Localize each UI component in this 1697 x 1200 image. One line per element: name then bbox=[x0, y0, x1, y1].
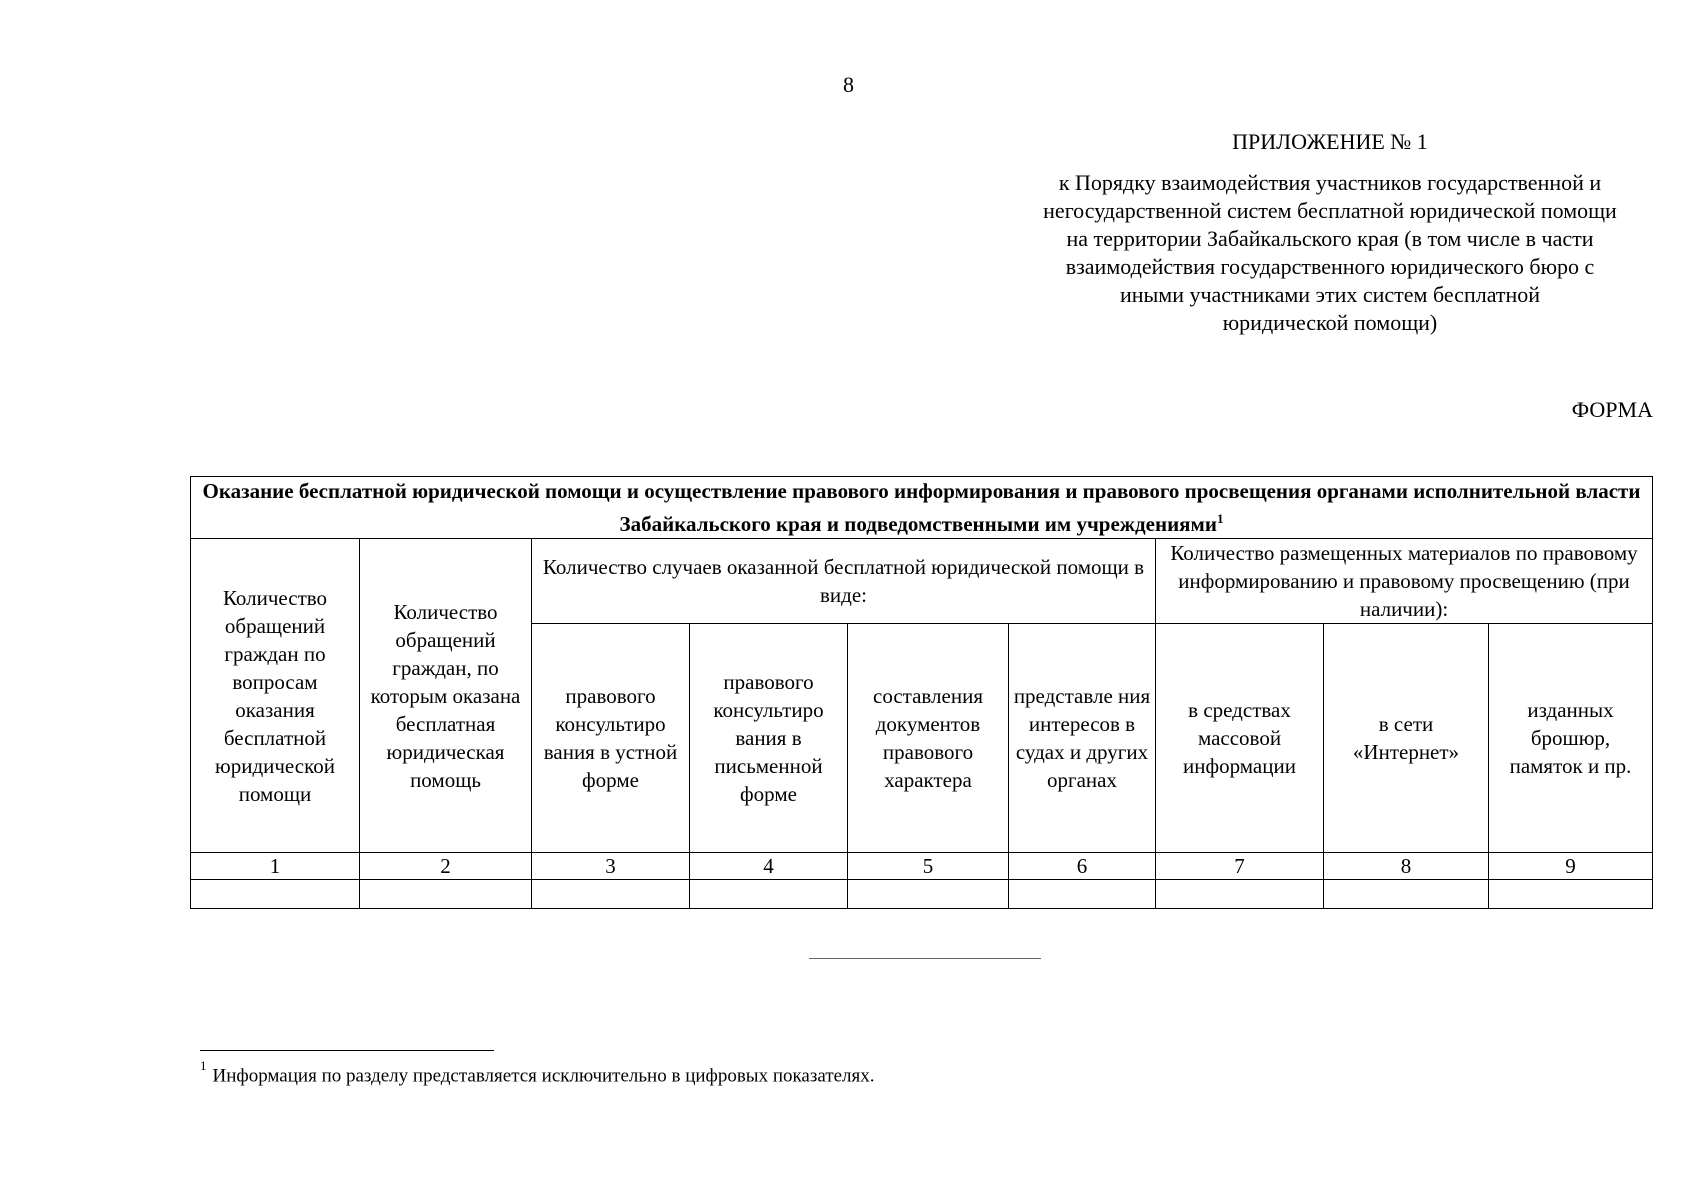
form-label: ФОРМА bbox=[1571, 397, 1653, 422]
column-number: 5 bbox=[848, 853, 1009, 880]
column-header-mass-media: в средствах массовой информации bbox=[1156, 624, 1324, 853]
group-header-assistance-cases: Количество случаев оказанной бесплатной юридической помощи в виде: bbox=[532, 539, 1156, 624]
appendix-subtitle bbox=[995, 169, 1665, 337]
footnote-separator bbox=[200, 1050, 494, 1051]
empty-cell bbox=[1324, 880, 1489, 909]
column-header-assisted-appeals: Количество обращений граждан, по которым оказана бесплатная юридическая помощь bbox=[360, 539, 532, 853]
appendix-subtitle-line: иными участниками этих систем бесплатной bbox=[1119, 282, 1541, 307]
column-number: 7 bbox=[1156, 853, 1324, 880]
appendix-subtitle-line: взаимодействия государственного юридического бюро с bbox=[1065, 254, 1595, 279]
column-number: 8 bbox=[1324, 853, 1489, 880]
appendix-subtitle-line: к Порядку взаимодействия участников государственной и bbox=[1058, 170, 1602, 195]
table-header bbox=[191, 477, 1653, 539]
end-divider-line bbox=[809, 958, 1041, 959]
empty-cell bbox=[1156, 880, 1324, 909]
column-header-legal-documents: составления документов правового характера bbox=[848, 624, 1009, 853]
column-number: 6 bbox=[1009, 853, 1156, 880]
column-number: 4 bbox=[690, 853, 848, 880]
page-number: 8 bbox=[843, 72, 854, 97]
footnote-text: Информация по разделу представляется исключительно в цифровых показателях. bbox=[212, 1065, 875, 1087]
column-header-brochures: изданных брошюр, памяток и пр. bbox=[1489, 624, 1653, 853]
column-number: 3 bbox=[532, 853, 690, 880]
group-header-published-materials: Количество размещенных материалов по правовому информированию и правовому просвещению (при наличии): bbox=[1156, 539, 1653, 624]
column-header-oral-consultation: правового консультиро вания в устной форме bbox=[532, 624, 690, 853]
appendix-title: ПРИЛОЖЕНИЕ № 1 bbox=[1232, 129, 1428, 154]
empty-cell bbox=[1009, 880, 1156, 909]
table-header-text: Оказание бесплатной юридической помощи и осуществление правового информирования и правового просвещения органами исполнительной власти Забайкальского края и подведомственными им учреждениями bbox=[202, 479, 1641, 536]
report-form-table bbox=[190, 476, 1653, 909]
appendix-subtitle-line: на территории Забайкальского края (в том числе в части bbox=[1066, 226, 1594, 251]
empty-cell bbox=[191, 880, 360, 909]
footnote-ref: 1 bbox=[1216, 511, 1224, 526]
appendix-subtitle-line: юридической помощи) bbox=[1222, 310, 1438, 335]
footnote bbox=[200, 1058, 875, 1087]
column-header-written-consultation: правового консультиро вания в письменной форме bbox=[690, 624, 848, 853]
empty-cell bbox=[848, 880, 1009, 909]
column-number: 9 bbox=[1489, 853, 1653, 880]
footnote-mark: 1 bbox=[200, 1058, 207, 1073]
empty-cell bbox=[1489, 880, 1653, 909]
empty-cell bbox=[690, 880, 848, 909]
column-number: 1 bbox=[191, 853, 360, 880]
column-header-appeals: Количество обращений граждан по вопросам оказания бесплатной юридической помощи bbox=[191, 539, 360, 853]
column-header-court-representation: представле ния интересов в судах и других органах bbox=[1009, 624, 1156, 853]
appendix-subtitle-line: негосударственной систем бесплатной юридической помощи bbox=[1043, 198, 1617, 223]
column-number: 2 bbox=[360, 853, 532, 880]
empty-cell bbox=[360, 880, 532, 909]
empty-cell bbox=[532, 880, 690, 909]
column-header-internet: в сети «Интернет» bbox=[1324, 624, 1489, 853]
